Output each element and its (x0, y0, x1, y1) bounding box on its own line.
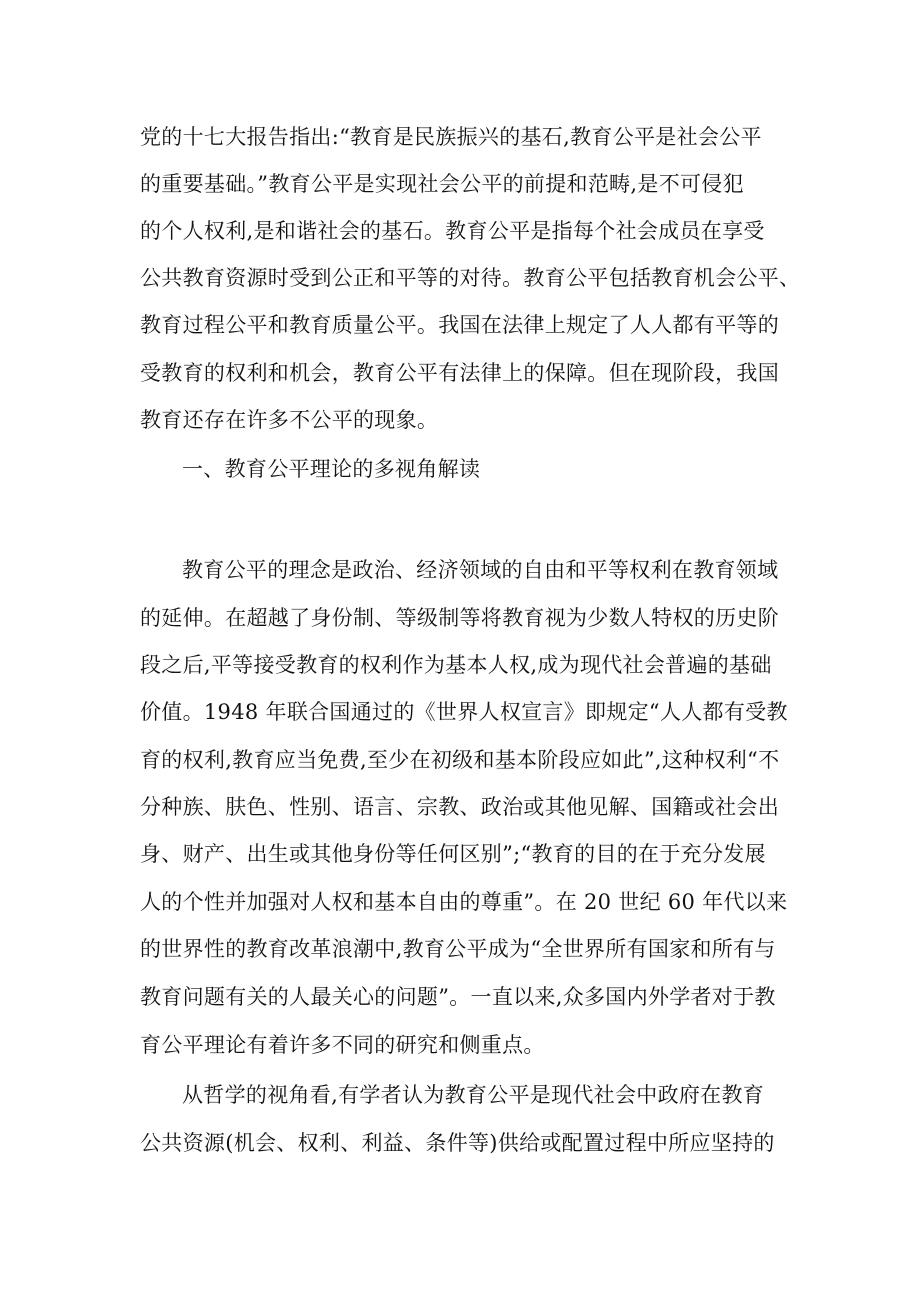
paragraph-1-line-5: 教育过程公平和教育质量公平。我国在法律上规定了人人都有平等的 (140, 313, 779, 337)
paragraph-1-line-7: 教育还存在许多不公平的现象。 (140, 408, 439, 432)
paragraph-1-line-4: 公共教育资源时受到公正和平等的对待。教育公平包括教育机会公平、 (140, 266, 801, 290)
paragraph-2-line-6: 分种族、肤色、性别、语言、宗教、政治或其他见解、国籍或社会出 (140, 795, 779, 819)
paragraph-2-line-11: 育公平理论有着许多不同的研究和侧重点。 (140, 1033, 545, 1057)
paragraph-1-line-2: 的重要基础。”教育公平是实现社会公平的前提和范畴,是不可侵犯 (140, 172, 744, 196)
paragraph-2-line-10: 教育问题有关的人最关心的问题”。一直以来,众多国内外学者对于教 (140, 985, 776, 1009)
paragraph-2-line-4: 价值。1948 年联合国通过的《世界人权宣言》即规定“人人都有受教 (140, 700, 788, 724)
paragraph-2-line-2: 的延伸。在超越了身份制、等级制等将教育视为少数人特权的历史阶 (140, 606, 779, 630)
paragraph-2-line-8: 人的个性并加强对人权和基本自由的尊重”。在 20 世纪 60 年代以来 (140, 890, 788, 914)
paragraph-2-line-3: 段之后,平等接受教育的权利作为基本人权,成为现代社会普遍的基础 (140, 653, 772, 677)
paragraph-3-line-2: 公共资源(机会、权利、利益、条件等)供给或配置过程中所应坚持的 (140, 1131, 775, 1155)
paragraph-2-line-9: 的世界性的教育改革浪潮中,教育公平成为“全世界所有国家和所有与 (140, 937, 776, 961)
paragraph-1-line-3: 的个人权利,是和谐社会的基石。教育公平是指每个社会成员在享受 (140, 219, 765, 243)
paragraph-2-line-1: 教育公平的理念是政治、经济领域的自由和平等权利在教育领域 (182, 558, 779, 582)
paragraph-1-line-1: 党的十七大报告指出:“教育是民族振兴的基石,教育公平是社会公平 (140, 125, 762, 149)
paragraph-3-line-1: 从哲学的视角看,有学者认为教育公平是现代社会中政府在教育 (182, 1083, 765, 1107)
paragraph-2-line-5: 育的权利,教育应当免费,至少在初级和基本阶段应如此”,这种权利“不 (140, 748, 780, 772)
section-heading: 一、教育公平理论的多视角解读 (182, 457, 481, 481)
paragraph-1-line-6: 受教育的权利和机会，教育公平有法律上的保障。但在现阶段，我国 (140, 361, 779, 385)
paragraph-2-line-7: 身、财产、出生或其他身份等任何区别”;“教育的目的在于充分发展 (140, 842, 766, 866)
